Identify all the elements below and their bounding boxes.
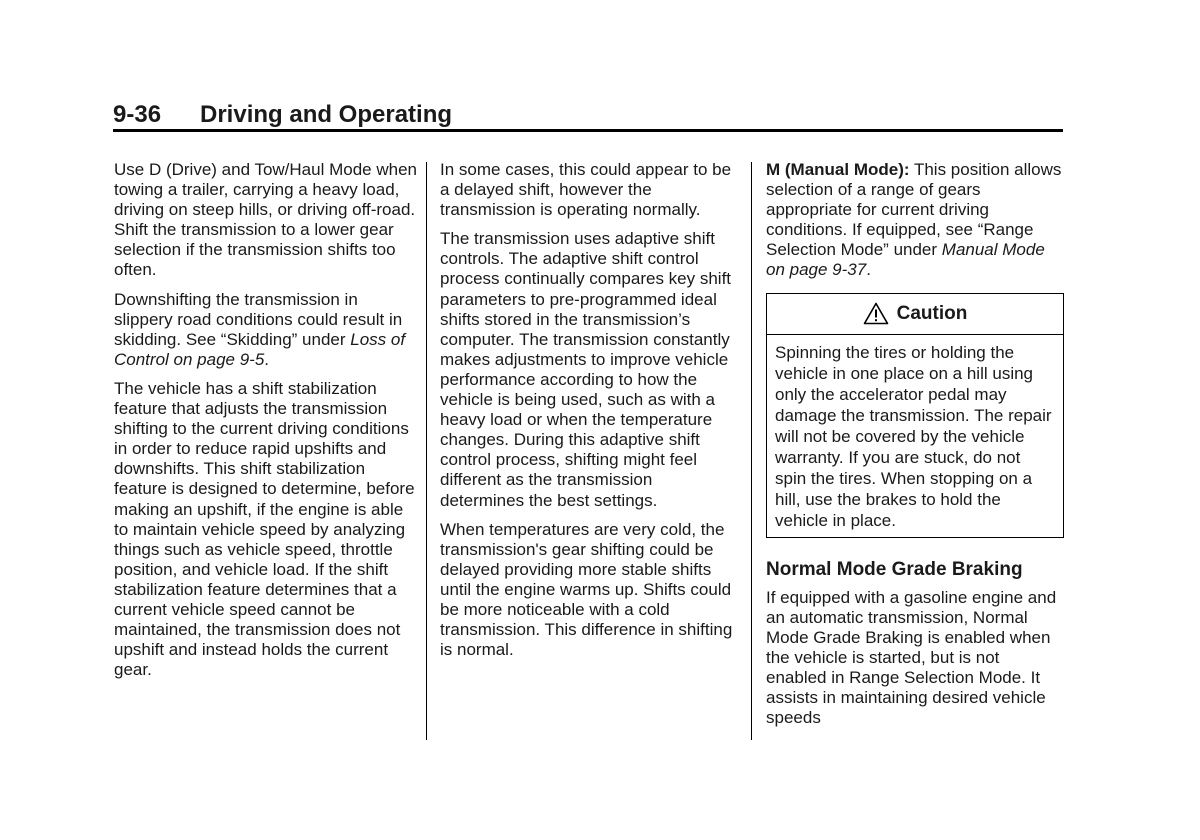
caution-box (766, 293, 1064, 538)
page-number: 9-36 (113, 101, 162, 128)
section-title: Driving and Operating (200, 101, 453, 128)
paragraph: In some cases, this could appear to be a delayed shift, however the transmission is operating normally. (440, 160, 732, 220)
text-column-1 (114, 160, 418, 689)
paragraph (766, 160, 1063, 281)
column-divider (751, 162, 752, 740)
cross-reference-link[interactable]: Manual Mode on page 9-37 (766, 240, 1045, 280)
cross-reference-link[interactable]: Loss of Control on page 9-5 (114, 329, 406, 369)
paragraph: The vehicle has a shift stabilization feature that adjusts the transmission shifting to the current driving conditions in order to reduce rapid upshifts and downshifts. This shift stabilization feature is designed to determine, before making an upshift, if the engine is able to maintain vehicle speed by analyzing things such as vehicle speed, throttle position, and vehicle load. If the shift stabilization feature determines that a current vehicle speed cannot be maintained, the transmission does not upshift and instead holds the current gear. (114, 378, 415, 680)
paragraph (114, 290, 418, 370)
paragraph: Use D (Drive) and Tow/Haul Mode when towing a trailer, carrying a heavy load, driving on steep hills, or driving off-road. Shift the transmission to a lower gear selection if the transmission shifts too often. (114, 160, 417, 280)
paragraph: If equipped with a gasoline engine and an automatic transmission, Normal Mode Grade Braking is enabled when the vehicle is started, but is not enabled in Range Selection Mode. It assists in maintaining desired vehicle speeds (766, 587, 1057, 728)
paragraph: The transmission uses adaptive shift controls. The adaptive shift control process continually compares key shift parameters to pre-programmed ideal shifts stored in the transmission’s computer. The transmission constantly makes adjustments to improve vehicle performance according to how the vehicle is being used, such as with a heavy load or when the temperature changes. During this adaptive shift control process, shifting might feel different as the transmission determines the best settings. (440, 229, 732, 510)
manual-mode-label: M (Manual Mode): (766, 160, 910, 179)
caution-header (767, 294, 1063, 335)
subheading: Normal Mode Grade Braking (766, 558, 1023, 580)
paragraph-end: . (866, 260, 871, 280)
paragraph-end: . (264, 349, 270, 369)
page-header (113, 98, 1063, 132)
warning-triangle-icon (863, 302, 889, 325)
paragraph: When temperatures are very cold, the transmission's gear shifting could be delayed providing more stable shifts until the engine warms up. Shifts could be more noticeable with a cold transmission. This difference in shifting is normal. (440, 519, 733, 660)
text-column-2 (440, 160, 740, 669)
header-rule (113, 129, 1063, 132)
caution-title: Caution (896, 302, 968, 324)
text-column-3 (766, 160, 1063, 737)
column-divider (426, 162, 427, 740)
paragraph-text: Downshifting the transmission in slippery road conditions could result in skidding. See “Skidding” under (114, 289, 403, 349)
paragraph-text: This position allows selection of a range of gears appropriate for current driving conditions. If equipped, see “Range Selection Mode” under (766, 160, 1062, 260)
caution-body: Spinning the tires or holding the vehicle in one place on a hill using only the accelerator pedal may damage the transmission. The repair will not be covered by the vehicle warranty. If you are stuck, do not spin the tires. When stopping on a hill, use the brakes to hold the vehicle in place. (775, 342, 1052, 530)
